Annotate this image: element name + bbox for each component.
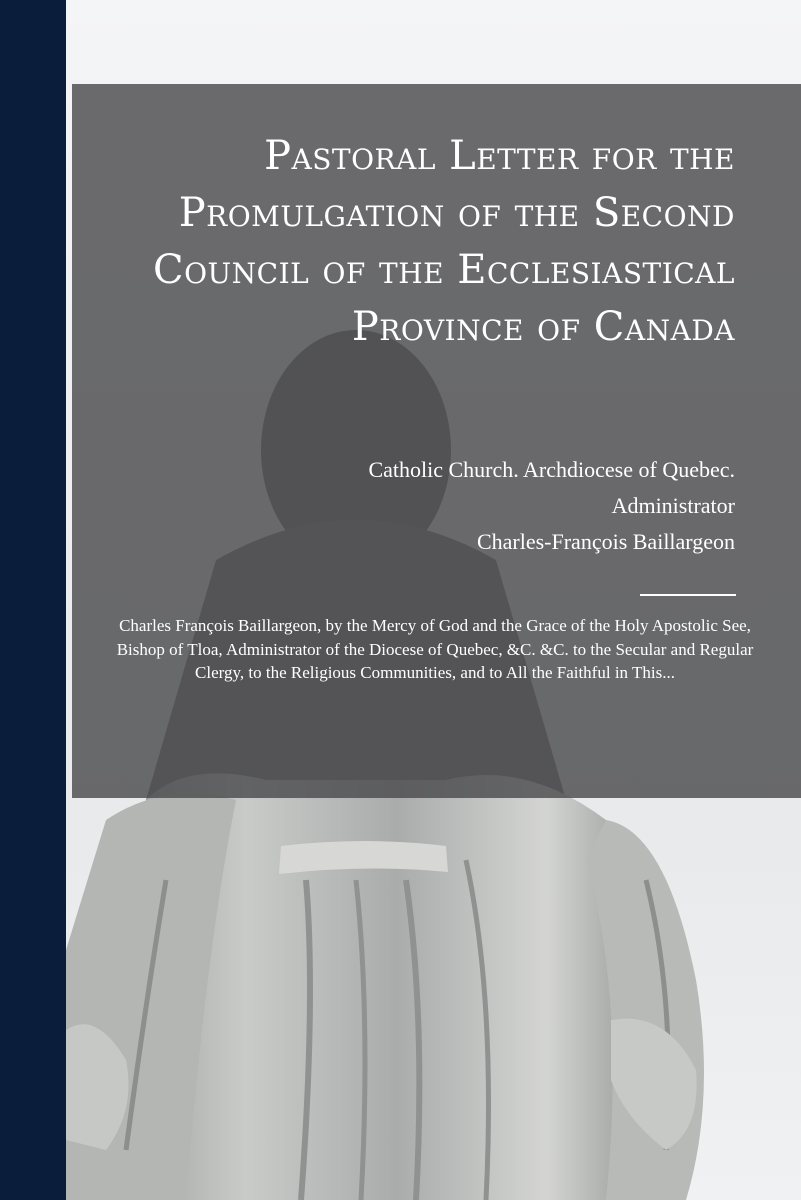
author-line-2: Administrator	[611, 493, 735, 518]
author-line-1: Catholic Church. Archdiocese of Quebec.	[368, 457, 735, 482]
author-line-3: Charles-François Baillargeon	[476, 529, 735, 554]
book-title: Pastoral Letter for the Promulgation of the Second Council of the Ecclesiastical Province of Canada	[153, 133, 735, 350]
author-block	[135, 452, 735, 560]
divider-rule	[640, 594, 736, 596]
book-subtitle: Charles François Baillargeon, by the Mercy of God and the Grace of the Holy Apostolic See, Bishop of Tloa, Administrator of the Diocese of Quebec, &C. &C. to the Secular and Regular Clergy, to the Religious Communities, and to All the Faithful in This...	[116, 616, 754, 682]
book-spine	[0, 0, 66, 1200]
